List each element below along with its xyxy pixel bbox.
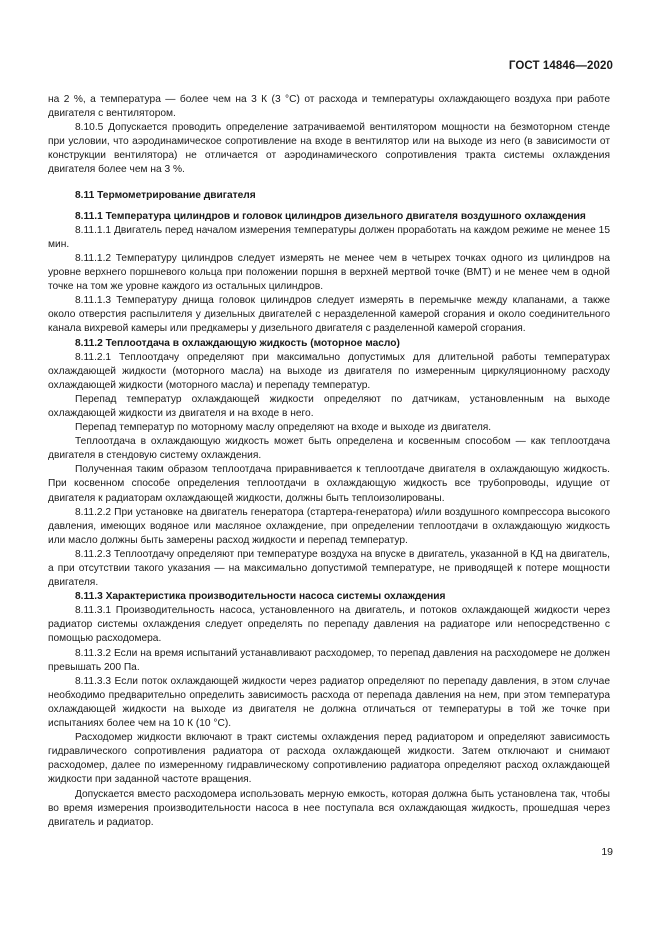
paragraph-8-11-1-1: 8.11.1.1 Двигатель перед началом измерения температуры должен проработать на каждом режиме не менее 15 мин. <box>48 224 610 250</box>
section-heading-8-11: 8.11 Термометрирование двигателя <box>75 189 256 201</box>
paragraph-8-11-2-3: 8.11.2.3 Теплоотдачу определяют при температуре воздуха на впуске в двигатель, указанной в КД на двигатель, а при отсутствии такого указания — на максимально допустимой температуре, не приводящей к потере мощности двигателя. <box>48 548 610 589</box>
paragraph-continuation: на 2 %, а температура — более чем на 3 К (3 °С) от расхода и температуры охлаждающего воздуха при работе двигателя с вентилятором. <box>48 94 610 120</box>
paragraph-8-11-1-3: 8.11.1.3 Температуру днища головок цилиндров следует измерять в перемычке между клапанами, а также около отверстия распылителя у дизельных двигателей с неразделенной камерой сгорания и около соединительного канала вихревой камеры или предкамеры у дизельного двигателя с разделенной камерой сгорания. <box>48 295 610 335</box>
subsection-heading-8-11-3: 8.11.3 Характеристика производительности насоса системы охлаждения <box>75 591 446 603</box>
paragraph-8-10-5: 8.10.5 Допускается проводить определение затрачиваемой вентилятором мощности на безмоторном стенде при условии, что аэродинамическое сопротивление на входе в вентилятор или на выходе из него (в зависимости от конструкции вентилятора) не отличается от аэродинамического сопротивления тракта системы охлаждения двигателя более чем на 3 %. <box>48 122 610 176</box>
document-number-header: ГОСТ 14846—2020 <box>508 60 613 72</box>
subsection-heading-8-11-1: 8.11.1 Температура цилиндров и головок цилиндров дизельного двигателя воздушного охлаждения <box>75 210 586 222</box>
subsection-heading-8-11-2: 8.11.2 Теплоотдача в охлаждающую жидкость (моторное масло) <box>75 337 400 349</box>
page-number: 19 <box>601 846 613 858</box>
paragraph-8-11-3-2: 8.11.3.2 Если на время испытаний устанавливают расходомер, то перепад давления на расходомере не должен превышать 200 Па. <box>48 647 610 673</box>
paragraph-8-11-3-3: 8.11.3.3 Если поток охлаждающей жидкости через радиатор определяют по перепаду давления, в этом случае необходимо предварительно определить зависимость расхода от перепада давления на нем, при этом температура охлаждающей жидкости на выходе из двигателя не должна отличаться от температуры в той же точке при испытаниях более чем на 10 К (10 °С). <box>48 675 610 730</box>
paragraph-8-11-2-1: 8.11.2.1 Теплоотдачу определяют при максимально допустимых для длительной работы температурах охлаждающей жидкости (моторного масла) на выходе из двигателя по измеренным циркуляционному расходу охлаждающей жидкости (моторного масла) и перепаду температур. <box>48 351 610 391</box>
document-body <box>48 93 610 830</box>
paragraph-8-11-2-2: 8.11.2.2 При установке на двигатель генератора (стартера-генератора) и/или воздушного компрессора высокого давления, имеющих водяное или масляное охлаждение, при определении теплоотдачи в охлаждающую жидкость или масло должны быть замерены расход жидкости и перепад температур. <box>48 506 610 546</box>
paragraph-heat-transfer-equivalence: Полученная таким образом теплоотдача приравнивается к теплоотдаче двигателя в охлаждающую жидкость. При косвенном способе определения теплоотдачи в охлаждающую жидкость все трубопроводы, идущие от двигателя к радиаторам охлаждающей жидкости, должны быть теплоизолированы. <box>48 464 610 504</box>
paragraph-indirect-method: Теплоотдача в охлаждающую жидкость может быть определена и косвенным способом — как теплоотдача двигателя в стендовую систему охлаждения. <box>48 436 610 462</box>
paragraph-flowmeter-procedure: Расходомер жидкости включают в тракт системы охлаждения перед радиатором и определяют зависимость гидравлического сопротивления радиатора от расхода охлаждающей жидкости. Затем отключают и снимают расходомер, далее по измеренному гидравлическому сопротивлению радиатора определяют расход охлаждающей жидкости при заданной частоте вращения. <box>48 732 610 786</box>
paragraph-8-11-3-1: 8.11.3.1 Производительность насоса, установленного на двигатель, и потоков охлаждающей жидкости через радиатор системы охлаждения следует определять по перепаду давления на радиаторе или непосредственно с помощью расходомера. <box>48 605 610 645</box>
paragraph-measuring-tank: Допускается вместо расходомера использовать мерную емкость, которая должна быть установлена так, чтобы во время измерения производительности насоса в нее поступала вся охлаждающая жидкость, прошедшая через двигатель и радиатор. <box>48 788 610 828</box>
paragraph-oil-temp-diff: Перепад температур по моторному маслу определяют на входе и выходе из двигателя. <box>75 422 492 434</box>
paragraph-8-11-1-2: 8.11.1.2 Температуру цилиндров следует измерять не менее чем в четырех точках одного из цилиндров на уровне верхнего поршневого кольца при положении поршня в верхней мертвой точке (ВМТ) и не менее чем в одной точке на том же уровне каждого из остальных цилиндров. <box>48 252 610 293</box>
paragraph-coolant-temp-diff: Перепад температур охлаждающей жидкости определяют по датчикам, установленным на выходе охлаждающей жидкости из двигателя и на входе в него. <box>48 393 610 419</box>
